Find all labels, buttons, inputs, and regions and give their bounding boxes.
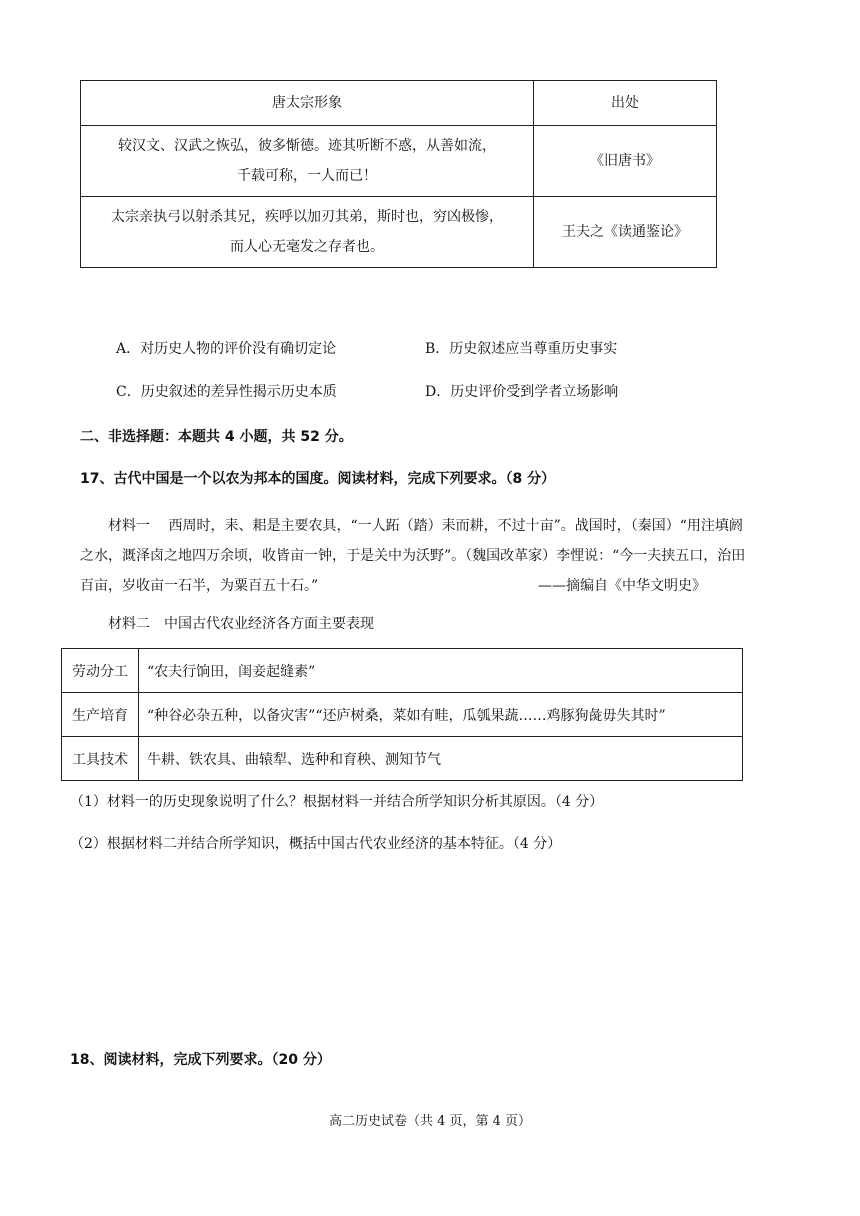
- material-1-line: 之水，溉泽卤之地四万余顷，收皆亩一钟，于是关中为沃野”。（魏国改革家）李悝说：“今一夫挟五口，治田: [80, 548, 746, 564]
- option-b[interactable]: B．历史叙述应当尊重历史事实: [425, 341, 618, 357]
- table-row: [62, 737, 743, 781]
- source-cell: 《旧唐书》: [534, 126, 717, 197]
- material-1: [108, 511, 748, 541]
- row-value: “种谷必杂五种，以备灾害”“还庐树桑，菜如有畦，瓜瓠果蔬……鸡豚狗彘毋失其时”: [139, 693, 743, 737]
- material-1-line: 材料一 西周时，耒、耜是主要农具，“一人跖（踏）耒而耕，不过十亩”。战国时，（秦国）“用注填阏: [108, 518, 743, 534]
- table-header-row: [81, 81, 717, 126]
- material-1-source: ——摘编自《中华文明史》: [538, 578, 706, 594]
- image-cell: [81, 197, 534, 268]
- option-d[interactable]: D．历史评价受到学者立场影响: [425, 384, 619, 400]
- header-source-cell: 出处: [534, 81, 717, 126]
- source-cell: 王夫之《读通鉴论》: [534, 197, 717, 268]
- image-text-line: 较汉文、汉武之恢弘，彼多惭德。迹其听断不惑，从善如流，: [118, 138, 496, 154]
- question-18-title: 18、阅读材料，完成下列要求。（20 分）: [70, 1052, 331, 1068]
- sub-question-1: （1）材料一的历史现象说明了什么？根据材料一并结合所学知识分析其原因。（4 分）: [70, 794, 604, 810]
- sub-question-2: （2）根据材料二并结合所学知识，概括中国古代农业经济的基本特征。（4 分）: [70, 836, 562, 852]
- page-footer: 高二历史试卷（共 4 页，第 4 页）: [328, 1114, 532, 1129]
- image-cell: [81, 126, 534, 197]
- row-value: “农夫行饷田，闺妾起缝素”: [139, 649, 743, 693]
- option-c[interactable]: C．历史叙述的差异性揭示历史本质: [116, 384, 337, 400]
- row-key: 生产培育: [62, 693, 139, 737]
- row-value: 牛耕、铁农具、曲辕犁、选种和育秧、测知节气: [139, 737, 743, 781]
- row-key: 工具技术: [62, 737, 139, 781]
- image-text-line: 太宗亲执弓以射杀其兄，疾呼以加刃其弟，斯时也，穷凶极惨，: [111, 209, 503, 225]
- agriculture-table: [61, 648, 743, 781]
- material-1-line: 百亩，岁收亩一石半，为粟百五十石。”: [80, 578, 319, 594]
- table-row: [62, 693, 743, 737]
- material-2-title: 材料二 中国古代农业经济各方面主要表现: [108, 616, 374, 632]
- question-17-title: 17、古代中国是一个以农为邦本的国度。阅读材料，完成下列要求。（8 分）: [80, 471, 556, 487]
- image-text-line: 千载可称，一人而已！: [237, 168, 377, 184]
- section-title: 二、非选择题：本题共 4 小题，共 52 分。: [80, 429, 353, 445]
- header-image-cell: 唐太宗形象: [81, 81, 534, 126]
- table-row: [81, 126, 717, 197]
- image-text-line: 而人心无毫发之存者也。: [230, 239, 384, 255]
- table-row: [81, 197, 717, 268]
- option-a[interactable]: A．对历史人物的评价没有确切定论: [116, 341, 337, 357]
- table-row: [62, 649, 743, 693]
- image-comparison-table: [80, 80, 717, 268]
- row-key: 劳动分工: [62, 649, 139, 693]
